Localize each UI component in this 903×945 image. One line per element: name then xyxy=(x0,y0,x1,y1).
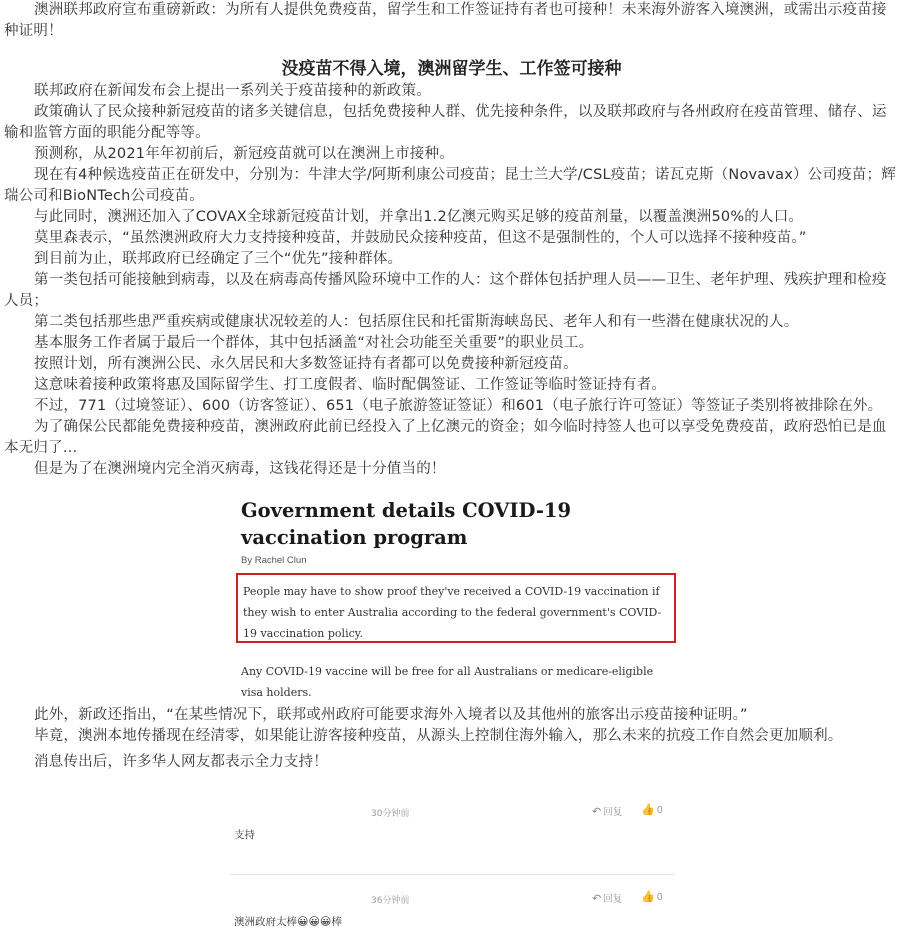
paragraph: 联邦政府在新闻发布会上提出一系列关于疫苗接种的新政策。 xyxy=(34,83,431,99)
comment-text-end: 棒 xyxy=(331,916,342,928)
paragraph: 这意味着接种政策将惠及国际留学生、打工度假者、临时配偶签证、工作签证等临时签证持有者。 xyxy=(34,377,667,393)
paragraph: 为了确保公民都能免费接种疫苗，澳洲政府此前已经投入了上亿澳元的资金；如今临时持签人也可以享受免费疫苗，政府恐怕已是血本无归了… xyxy=(4,419,887,456)
reply-button[interactable] xyxy=(592,804,622,818)
reply-label: 回复 xyxy=(603,894,623,905)
comment-text-start: 澳洲政府太棒 xyxy=(234,916,297,928)
paragraph: 但是为了在澳洲境内完全消灭病毒，这钱花得还是十分值当的！ xyxy=(34,461,446,477)
thumbs-up-icon: 👍 xyxy=(641,803,655,816)
intro-paragraph: 澳洲联邦政府宣布重磅新政：为所有人提供免费疫苗，留学生和工作签证持有者也可接种！未来海外游客入境澳洲，或需出示疫苗接种证明！ xyxy=(4,2,887,39)
paragraph: 到目前为止，联邦政府已经确定了三个“优先”接种群体。 xyxy=(34,251,403,267)
comment-item xyxy=(230,885,675,945)
comment-time: 36分钟前 xyxy=(371,896,410,906)
screenshot-byline: By Rachel Clun xyxy=(241,555,307,566)
paragraph: 此外，新政还指出，“在某些情况下，联邦或州政府可能要求海外入境者以及其他州的旅客出示疫苗接种证明。” xyxy=(34,707,748,723)
thumbs-up-icon: 👍 xyxy=(641,890,655,903)
reply-button[interactable] xyxy=(592,891,622,905)
paragraph: 预测称，从2021年年初前后，新冠疫苗就可以在澳洲上市接种。 xyxy=(34,146,454,162)
after-screenshot-text xyxy=(0,705,903,773)
news-screenshot xyxy=(233,497,673,702)
smile-emoji-icon: 😀😀😀 xyxy=(297,915,332,928)
like-count: 0 xyxy=(656,805,663,816)
paragraph: 消息传出后，许多华人网友都表示全力支持！ xyxy=(34,754,328,770)
comment-time: 30分钟前 xyxy=(371,809,410,819)
like-button[interactable] xyxy=(641,803,663,816)
article-heading: 没疫苗不得入境，澳洲留学生、工作签可接种 xyxy=(281,59,622,79)
paragraph: 莫里森表示，“虽然澳洲政府大力支持接种疫苗，并鼓励民众接种疫苗，但这不是强制性的，个人可以选择不接种疫苗。” xyxy=(34,230,807,246)
paragraph-group xyxy=(0,81,903,480)
screenshot-body: Any COVID-19 vaccine will be free for all Australians or medicare-eligible visa holders. xyxy=(241,665,654,699)
paragraph: 现在有4种候选疫苗正在研发中，分别为：牛津大学/阿斯利康公司疫苗；昆士兰大学/CSL疫苗；诺瓦克斯（Novavax）公司疫苗；辉瑞公司和BioNTech公司疫苗。 xyxy=(4,167,896,204)
paragraph: 第二类包括那些患严重疾病或健康状况较差的人：包括原住民和托雷斯海峡岛民、老年人和有一些潜在健康状况的人。 xyxy=(34,314,799,330)
comments-list xyxy=(230,798,675,945)
paragraph: 政策确认了民众接种新冠疫苗的诸多关键信息，包括免费接种人群、优先接种条件，以及联邦政府与各州政府在疫苗管理、储存、运输和监管方面的职能分配等等。 xyxy=(4,104,887,141)
paragraph: 基本服务工作者属于最后一个群体，其中包括涵盖“对社会功能至关重要”的职业员工。 xyxy=(34,335,594,351)
comment-text: 支持 xyxy=(234,829,255,841)
paragraph: 按照计划，所有澳洲公民、永久居民和大多数签证持有者都可以免费接种新冠疫苗。 xyxy=(34,356,578,372)
paragraph: 不过，771（过境签证）、600（访客签证）、651（电子旅游签证签证）和601（电子旅行许可签证）等签证子类别将被排除在外。 xyxy=(34,398,883,414)
paragraph: 第一类包括可能接触到病毒，以及在病毒高传播风险环境中工作的人：这个群体包括护理人员——卫生、老年护理、残疾护理和检疫人员； xyxy=(4,272,887,309)
like-button[interactable] xyxy=(641,890,663,903)
comment-item xyxy=(230,798,675,875)
reply-arrow-icon: ↶ xyxy=(592,805,602,818)
reply-arrow-icon: ↶ xyxy=(592,892,602,905)
highlight-box xyxy=(236,573,676,643)
screenshot-title: Government details COVID-19 vaccination program xyxy=(241,499,572,549)
highlight-text: People may have to show proof they've received a COVID-19 vaccination if they wish to enter Australia according to the federal government's COVID-19 vaccination policy. xyxy=(243,585,662,640)
paragraph: 与此同时，澳洲还加入了COVAX全球新冠疫苗计划，并拿出1.2亿澳元购买足够的疫苗剂量，以覆盖澳洲50%的人口。 xyxy=(34,209,804,225)
like-count: 0 xyxy=(656,892,663,903)
paragraph: 毕竟，澳洲本地传播现在经清零，如果能让游客接种疫苗，从源头上控制住海外输入，那么未来的抗疫工作自然会更加顺利。 xyxy=(34,728,843,744)
reply-label: 回复 xyxy=(603,807,623,818)
